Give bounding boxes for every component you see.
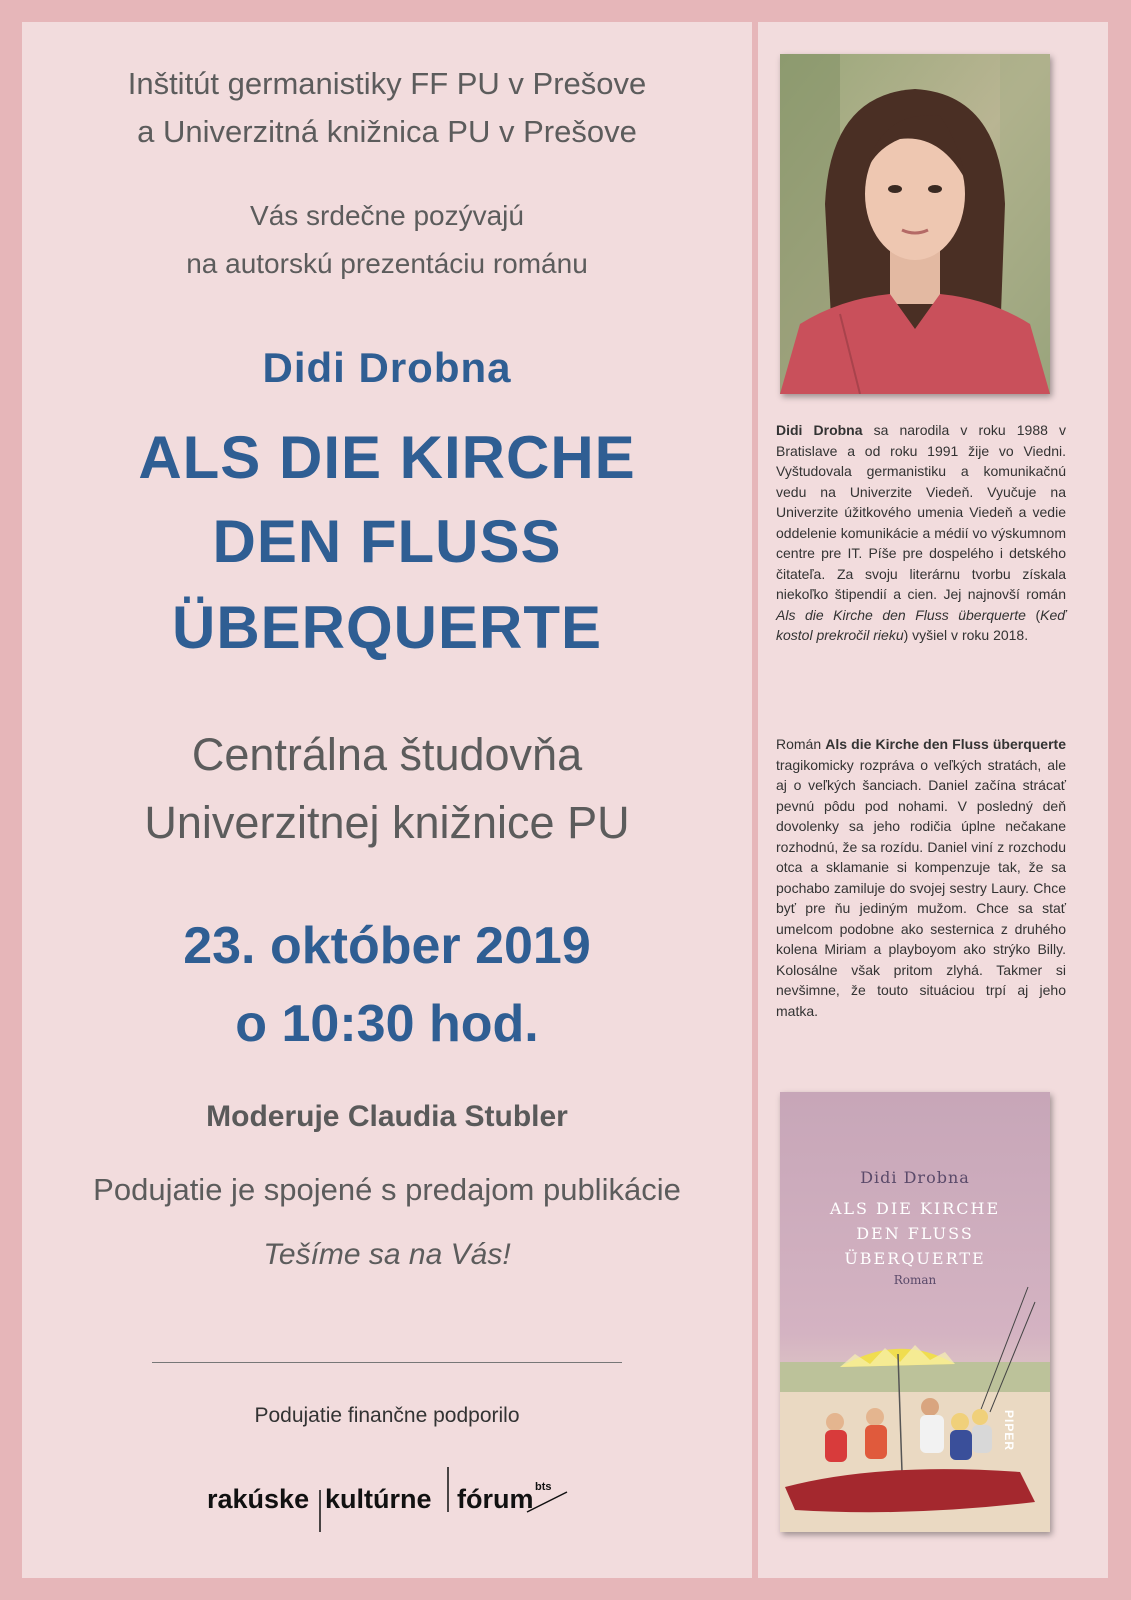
cover-publisher: PIPER [1002, 1410, 1016, 1452]
synopsis-text: tragikomicky rozpráva o veľkých stratách, ale aj o veľkých šanciach. Daniel začína strácať pevnú pôdu pod nohami. V posledný deň dovolenky sa jeho rodičia úplne nečakane rozhodnú, že sa rozídu. Daniel viní z rozchodu otca a sklamanie si kompenzuje tak, že sa pochabo zamiluje do svojej sestry Laury. Chce byť pre ňu jediným mužom. Chce sa stať umelcom podobne ako sesternica z druhého kolena Miriam a playboyom ako strýko Billy. Kolosálne však pritom zlyhá. Takmer si nevšimne, že touto situáciou trpí aj jeho matka. [776, 756, 1066, 1019]
author-name: Didi Drobna [262, 344, 512, 391]
sponsor-word-2: kultúrne [325, 1484, 432, 1514]
cover-author: Didi Drobna [860, 1168, 970, 1187]
synopsis-novel-title: Als die Kirche den Fluss überquerte [825, 736, 1066, 752]
cover-genre: Roman [893, 1273, 937, 1287]
author-photo [780, 54, 1050, 394]
bio-open-paren: ( [1025, 606, 1041, 623]
sidebar-panel [758, 22, 1108, 1578]
book-title-line-3: ÜBERQUERTE [171, 594, 603, 661]
venue-line-2: Univerzitnej knižnice PU [144, 797, 630, 848]
organizer-line-2: a Univerzitná knižnica PU v Prešove [137, 114, 637, 149]
invitation-panel [22, 22, 752, 1578]
bio-novel-title-de: Als die Kirche den Fluss überquerte [776, 606, 1026, 623]
sale-note: Podujatie je spojené s predajom publikácie [93, 1172, 681, 1207]
book-title-line-2: DEN FLUSS [212, 508, 562, 575]
event-time: o 10:30 hod. [235, 995, 539, 1053]
book-cover-illustration [780, 1092, 1050, 1532]
support-note: Podujatie finančne podporilo [254, 1404, 520, 1427]
cover-title-line-2: DEN FLUSS [856, 1224, 974, 1243]
sponsor-logo [207, 1462, 587, 1532]
event-date: 23. október 2019 [183, 917, 591, 975]
bio-author-name: Didi Drobna [776, 422, 863, 438]
sponsor-superscript: bts [535, 1481, 552, 1493]
bio-tail: ) vyšiel v roku 2018. [903, 627, 1029, 643]
cover-title-line-3: ÜBERQUERTE [844, 1249, 986, 1268]
organizer-line-1: Inštitút germanistiky FF PU v Prešove [127, 66, 647, 101]
venue-line-1: Centrálna študovňa [191, 729, 583, 780]
sponsor-word-1: rakúske [207, 1484, 310, 1514]
cover-title-line-1: ALS DIE KIRCHE [829, 1199, 1001, 1218]
invitation-line-1: Vás srdečne pozývajú [250, 200, 524, 231]
greeting: Tešíme sa na Vás! [263, 1238, 511, 1271]
book-title-line-1: ALS DIE KIRCHE [138, 424, 636, 491]
invitation-line-2: na autorskú prezentáciu románu [186, 248, 588, 279]
synopsis-lead: Román [776, 736, 826, 752]
novel-synopsis [776, 734, 1066, 1021]
sponsor-word-3: fórum [457, 1484, 534, 1514]
author-bio [776, 420, 1066, 646]
book-cover [780, 1092, 1050, 1532]
divider-line [152, 1362, 622, 1363]
moderator: Moderuje Claudia Stubler [206, 1100, 568, 1133]
bio-novel-title-sk: Keď kostol prekročil rieku [776, 606, 1066, 643]
bio-text: sa narodila v roku 1988 v Bratislave a od roku 1991 žije vo Viedni. Vyštudovala germanistiku a komunikačnú vedu na Univerzite Viedeň. Vyučuje na Univerzite úžitkového umenia Viedeň a vedie oddelenie komunikácie a médií vo výskumnom centre pre IT. Píše pre dospelého i detského čitateľa. Za svoju literárnu tvorbu získala niekoľko štipendií a cien. Jej najnovší román [776, 422, 1066, 602]
